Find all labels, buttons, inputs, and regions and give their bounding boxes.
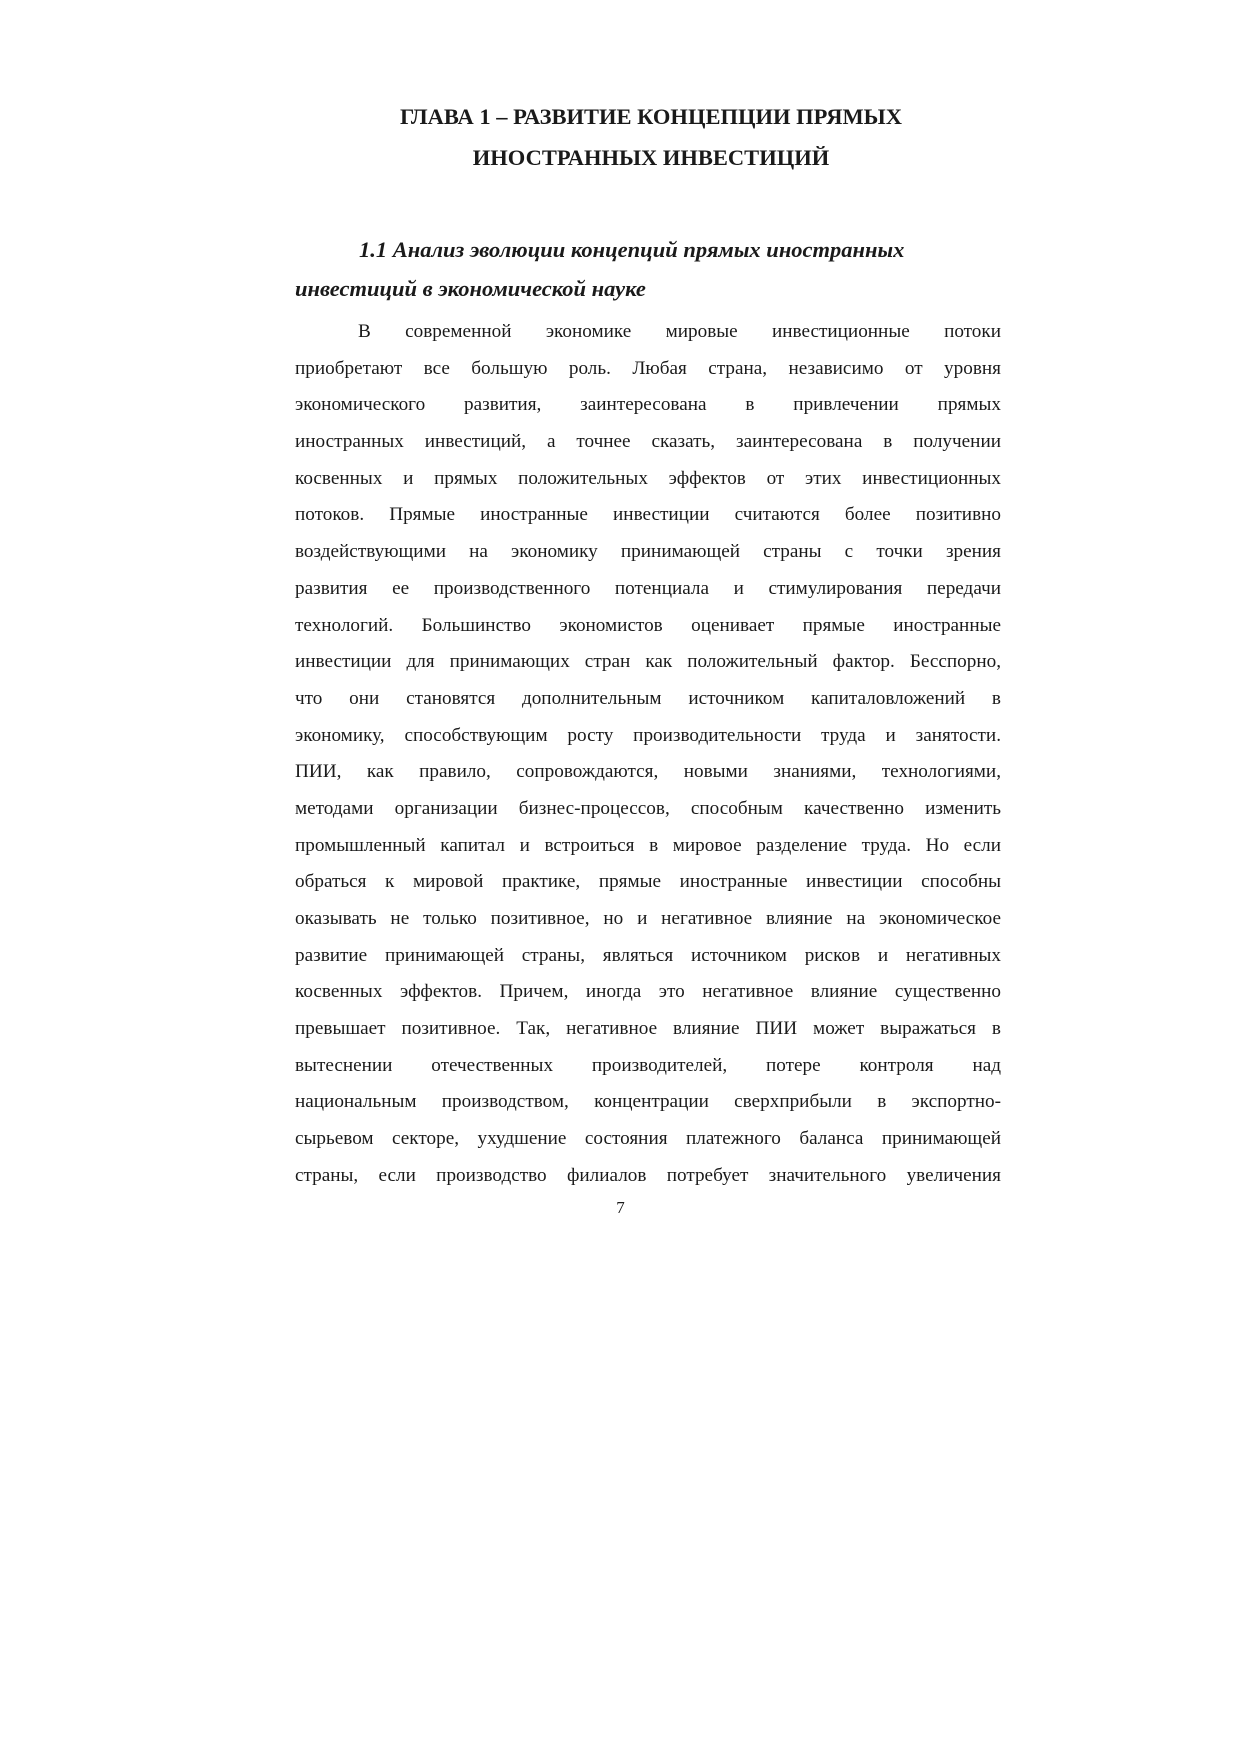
paragraph-line: воздействующими на экономику принимающей страны с точки зрения [295,541,1001,563]
paragraph-line: иностранных инвестиций, а точнее сказать, заинтересована в получении [295,431,1001,453]
paragraph-line: вытеснении отечественных производителей, потере контроля над [295,1054,1001,1076]
paragraph-line: косвенных и прямых положительных эффектов от этих инвестиционных [295,467,1001,489]
chapter-title-line: ИНОСТРАННЫХ ИНВЕСТИЦИЙ [472,145,830,170]
paragraph-line: национальным производством, концентрации сверхприбыли в экспортно- [295,1091,1001,1113]
paragraph-line: технологий. Большинство экономистов оценивает прямые иностранные [295,614,1001,636]
chapter-title-line: ГЛАВА 1 – РАЗВИТИЕ КОНЦЕПЦИИ ПРЯМЫХ [399,104,903,129]
paragraph-line: страны, если производство филиалов потребует значительного увеличения [295,1164,1001,1186]
paragraph-line: инвестиции для принимающих стран как положительный фактор. Бесспорно, [295,651,1001,673]
section-title-line: 1.1 Анализ эволюции концепций прямых иностранных [359,237,905,262]
section-title-line: инвестиций в экономической науке [295,276,646,301]
paragraph-line: развития ее производственного потенциала и стимулирования передачи [295,577,1001,599]
paragraph-line: экономику, способствующим росту производительности труда и занятости. [295,724,1001,746]
paragraph-line: превышает позитивное. Так, негативное влияние ПИИ может выражаться в [295,1018,1001,1040]
page-number: 7 [616,1198,625,1217]
section-title [295,230,1007,308]
body-paragraph [295,314,1001,1195]
paragraph-line: экономического развития, заинтересована в привлечении прямых [295,394,1001,416]
chapter-title [295,96,1007,178]
paragraph-line: ПИИ, как правило, сопровождаются, новыми знаниями, технологиями, [295,761,1001,783]
paragraph-line: методами организации бизнес-процессов, способным качественно изменить [295,797,1001,819]
paragraph-line: сырьевом секторе, ухудшение состояния платежного баланса принимающей [295,1128,1001,1150]
paragraph-line: промышленный капитал и встроиться в мировое разделение труда. Но если [295,834,1001,856]
paragraph-line: что они становятся дополнительным источником капиталовложений в [295,687,1001,709]
paragraph-line: косвенных эффектов. Причем, иногда это негативное влияние существенно [295,981,1001,1003]
paragraph-line: оказывать не только позитивное, но и негативное влияние на экономическое [295,908,1001,929]
paragraph-line: В современной экономике мировые инвестиционные потоки [358,321,1001,342]
paragraph-line: обраться к мировой практике, прямые иностранные инвестиции способны [295,871,1001,893]
paragraph-line: потоков. Прямые иностранные инвестиции считаются более позитивно [295,504,1001,526]
paragraph-line: развитие принимающей страны, являться источником рисков и негативных [295,944,1001,966]
paragraph-line: приобретают все большую роль. Любая страна, независимо от уровня [295,357,1001,379]
